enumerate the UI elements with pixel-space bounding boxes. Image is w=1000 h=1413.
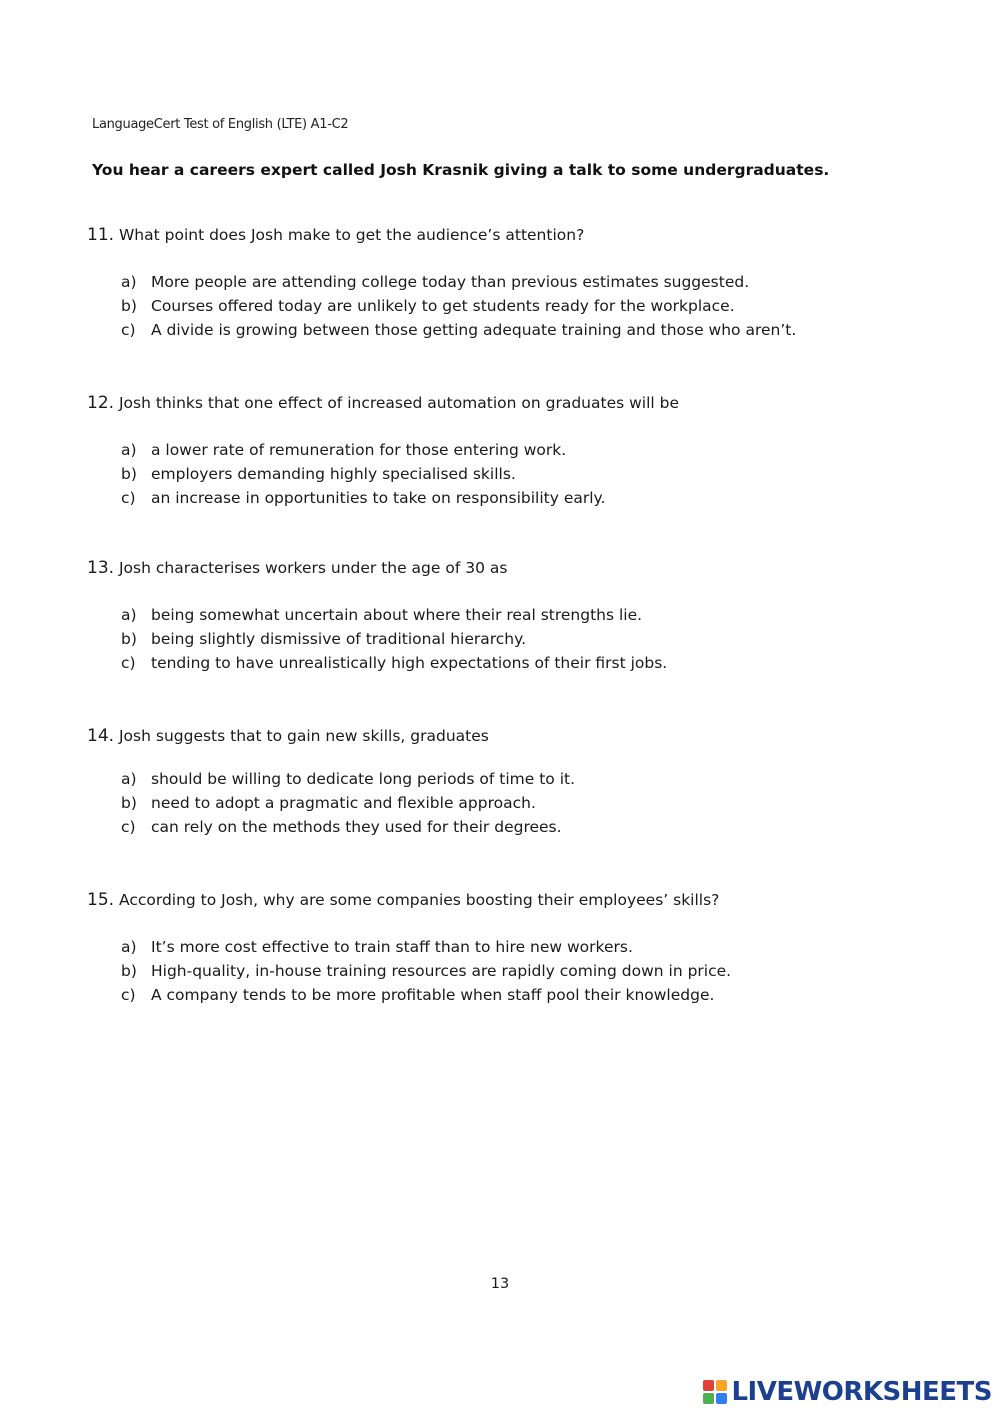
question-number: 12. bbox=[87, 393, 115, 413]
question-text: Josh suggests that to gain new skills, graduates bbox=[118, 727, 489, 745]
page-number: 13 bbox=[490, 1276, 510, 1292]
liveworksheets-logo bbox=[703, 1377, 992, 1407]
option-b: b) being slightly dismissive of traditional hierarchy. bbox=[121, 630, 527, 648]
question-text: What point does Josh make to get the audience’s attention? bbox=[118, 226, 585, 244]
option-c: c) A divide is growing between those getting adequate training and those who aren’t. bbox=[121, 321, 797, 339]
question-11 bbox=[87, 224, 796, 342]
option-b: b) need to adopt a pragmatic and flexible approach. bbox=[121, 794, 536, 812]
question-15 bbox=[87, 889, 731, 1007]
option-c: c) an increase in opportunities to take on responsibility early. bbox=[121, 489, 606, 507]
option-a: a) should be willing to dedicate long periods of time to it. bbox=[121, 770, 576, 788]
option-b: b) Courses offered today are unlikely to get students ready for the workplace. bbox=[121, 297, 735, 315]
option-c: c) A company tends to be more profitable when staff pool their knowledge. bbox=[121, 986, 715, 1004]
question-text: According to Josh, why are some companies boosting their employees’ skills? bbox=[118, 891, 720, 909]
question-14 bbox=[87, 725, 575, 839]
option-b: b) employers demanding highly specialised skills. bbox=[121, 465, 516, 483]
option-a: a) It’s more cost effective to train staff than to hire new workers. bbox=[121, 938, 633, 956]
option-a: a) More people are attending college today than previous estimates suggested. bbox=[121, 273, 750, 291]
document-header: LanguageCert Test of English (LTE) A1-C2 bbox=[92, 117, 349, 132]
question-text: Josh thinks that one effect of increased automation on graduates will be bbox=[118, 394, 680, 412]
question-12 bbox=[87, 392, 679, 510]
option-c: c) can rely on the methods they used for their degrees. bbox=[121, 818, 562, 836]
listening-instruction: You hear a careers expert called Josh Krasnik giving a talk to some undergraduates. bbox=[92, 161, 830, 179]
question-text: Josh characterises workers under the age of 30 as bbox=[118, 559, 508, 577]
logo-text: LIVEWORKSHEETS bbox=[731, 1377, 992, 1407]
option-a: a) being somewhat uncertain about where their real strengths lie. bbox=[121, 606, 643, 624]
logo-mark-icon bbox=[703, 1380, 727, 1404]
question-number: 11. bbox=[87, 225, 115, 245]
question-number: 14. bbox=[87, 726, 115, 746]
option-c: c) tending to have unrealistically high expectations of their first jobs. bbox=[121, 654, 668, 672]
question-number: 13. bbox=[87, 558, 115, 578]
question-number: 15. bbox=[87, 890, 115, 910]
option-a: a) a lower rate of remuneration for those entering work. bbox=[121, 441, 567, 459]
option-b: b) High-quality, in-house training resources are rapidly coming down in price. bbox=[121, 962, 732, 980]
question-13 bbox=[87, 557, 667, 675]
